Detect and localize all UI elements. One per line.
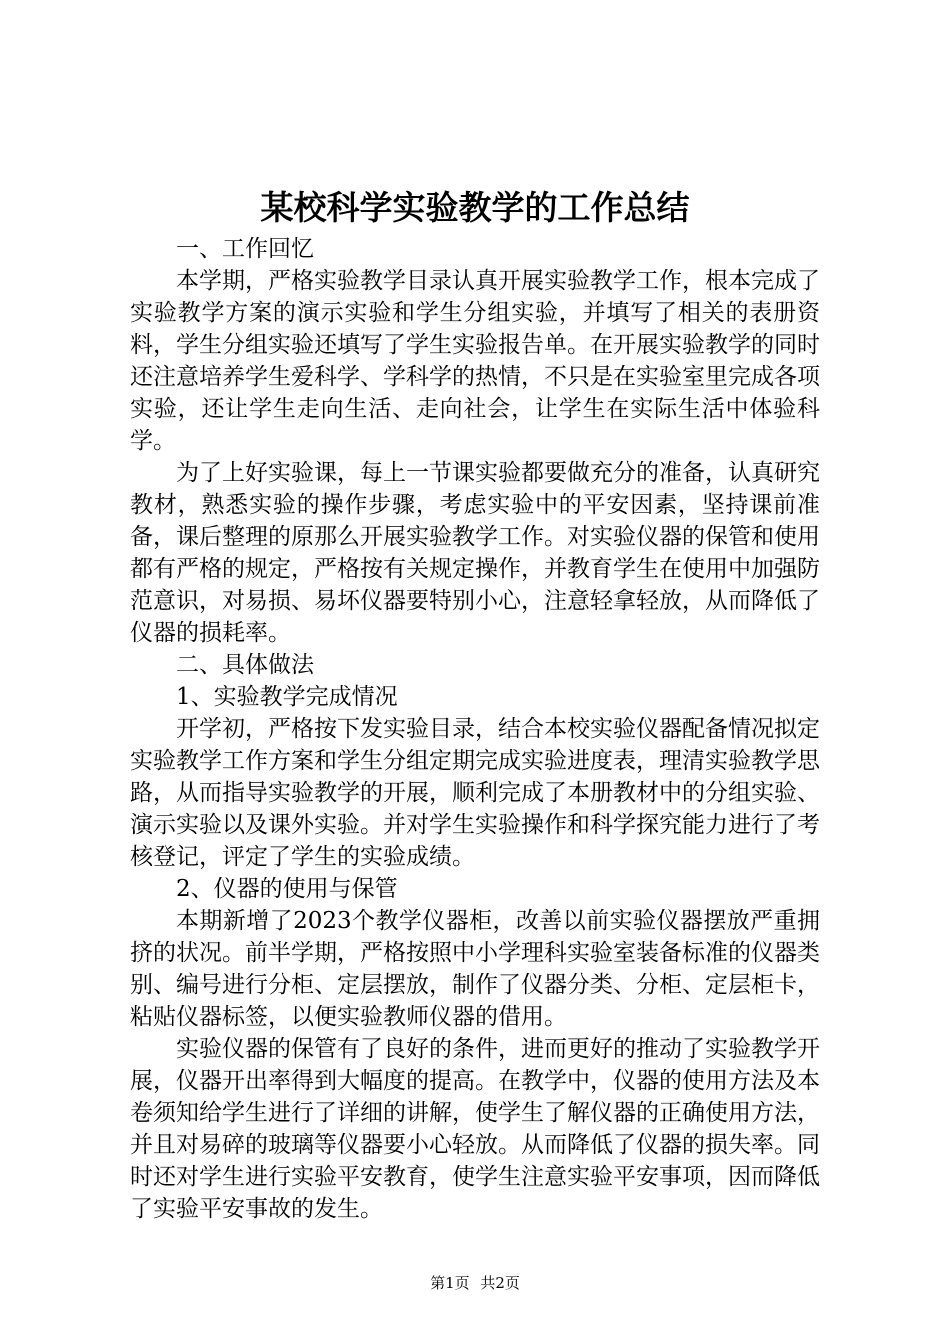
paragraph: 本学期，严格实验教学目录认真开展实验教学工作，根本完成了实验教学方案的演示实验和学生分组实验，并填写了相关的表册资料，学生分组实验还填写了学生实验报告单。在开展实验教学的同时还注意培养学生爱科学、学科学的热情，不只是在实验室里完成各项实验，还让学生走向生活、走向社会，让学生在实际生活中体验科学。: [130, 268, 820, 454]
paragraph: 本期新增了2023个教学仪器柜，改善以前实验仪器摆放严重拥挤的状况。前半学期，严格按照中小学理科实验室装备标准的仪器类别、编号进行分柜、定层摆放，制作了仪器分类、分柜、定层柜卡，粘贴仪器标签，以便实验教师仪器的借用。: [130, 908, 820, 1030]
page-footer: [0, 1273, 950, 1293]
document-body: [130, 233, 820, 1225]
paragraph: 实验仪器的保管有了良好的条件，进而更好的推动了实验教学开展，仪器开出率得到大幅度的提高。在教学中，仪器的使用方法及本卷须知给学生进行了详细的讲解，使学生了解仪器的正确使用方法，并且对易碎的玻璃等仪器要小心轻放。从而降低了仪器的损失率。同时还对学生进行实验平安教育，使学生注意实验平安事项，因而降低了实验平安事故的发生。: [130, 1036, 820, 1222]
page-number: 第1页: [430, 1274, 470, 1292]
section-heading-methods: 二、具体做法: [176, 652, 314, 678]
section-heading-review: 一、工作回忆: [176, 236, 314, 262]
document-title: 某校科学实验教学的工作总结: [260, 188, 690, 227]
paragraph: 开学初，严格按下发实验目录，结合本校实验仪器配备情况拟定实验教学工作方案和学生分组定期完成实验进度表，理清实验教学思路，从而指导实验教学的开展，顺利完成了本册教材中的分组实验、演示实验以及课外实验。并对学生实验操作和科学探究能力进行了考核登记，评定了学生的实验成绩。: [130, 716, 820, 870]
page-total: 共2页: [480, 1274, 520, 1292]
subsection-heading-completion: 1、实验教学完成情况: [176, 684, 398, 710]
subsection-heading-equipment: 2、仪器的使用与保管: [176, 876, 398, 902]
paragraph: 为了上好实验课，每上一节课实验都要做充分的准备，认真研究教材，熟悉实验的操作步骤，考虑实验中的平安因素，坚持课前准备，课后整理的原那么开展实验教学工作。对实验仪器的保管和使用都有严格的规定，严格按有关规定操作，并教育学生在使用中加强防范意识，对易损、易坏仪器要特别小心，注意轻拿轻放，从而降低了仪器的损耗率。: [130, 460, 820, 646]
